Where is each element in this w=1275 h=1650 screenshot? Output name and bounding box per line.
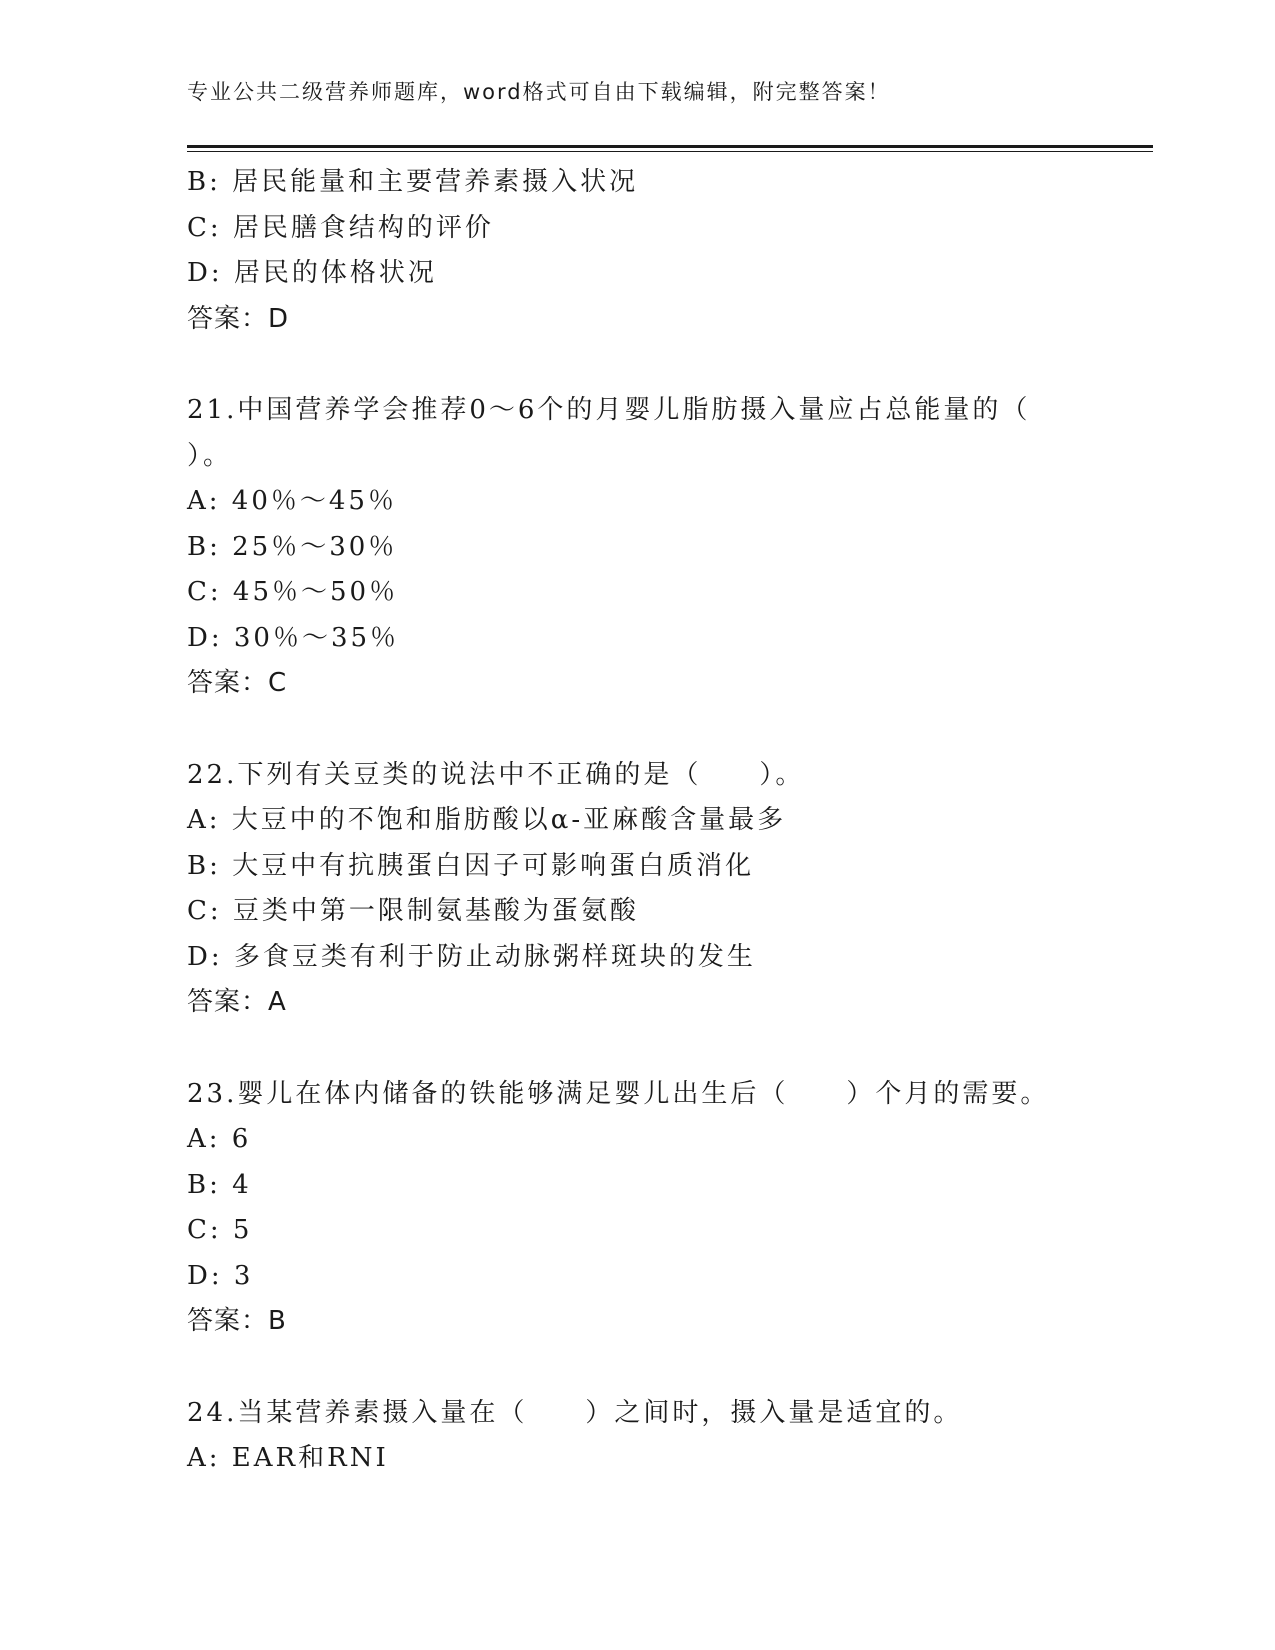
option-d: D: 3 [187,1260,254,1291]
page-header: 专业公共二级营养师题库，word格式可自由下载编辑，附完整答案！ [187,80,891,104]
spacer [187,1026,1153,1072]
question-stem: 23.婴儿在体内储备的铁能够满足婴儿出生后（ ）个月的需要。 [187,1078,1050,1109]
question-stem: 21.中国营养学会推荐0～6个的月婴儿脂肪摄入量应占总能量的（ [187,395,1031,425]
option-b: B: 4 [187,1169,252,1200]
option-c: C: 豆类中第一限制氨基酸为蛋氨酸 [187,896,639,926]
spacer [187,342,1153,388]
question-stem-continued: ）。 [187,440,233,471]
option-a: A: 大豆中的不饱和脂肪酸以α-亚麻酸含量最多 [187,805,787,835]
question-stem: 24.当某营养素摄入量在（ ）之间时，摄入量是适宜的。 [187,1397,963,1428]
option-d: D: 多食豆类有利于防止动脉粥样斑块的发生 [187,941,756,972]
option-b: B: 25％～30％ [187,531,398,562]
spacer [187,1345,1153,1391]
option-a: A: EAR和RNI [187,1443,389,1473]
answer-line: 答案：B [187,1306,287,1336]
document-body [187,160,1153,1482]
question-24 [187,1391,1153,1482]
option-a: A: 40％～45％ [187,486,397,516]
option-c: C: 45％～50％ [187,577,399,607]
question-20-continued [187,160,1153,342]
option-b: B: 居民能量和主要营养素摄入状况 [187,167,639,197]
question-21 [187,388,1153,707]
answer-line: 答案：A [187,987,287,1017]
option-b: B: 大豆中有抗胰蛋白因子可影响蛋白质消化 [187,850,755,881]
question-23 [187,1072,1153,1345]
header-rule-thin [187,151,1153,152]
option-c: C: 5 [187,1215,253,1245]
option-d: D: 30％～35％ [187,622,400,653]
answer-line: 答案：C [187,668,288,698]
option-c: C: 居民膳食结构的评价 [187,212,494,243]
question-22 [187,753,1153,1026]
question-stem: 22.下列有关豆类的说法中不正确的是（ ）。 [187,759,805,790]
option-d: D: 居民的体格状况 [187,258,437,288]
spacer [187,707,1153,753]
option-a: A: 6 [187,1124,252,1154]
answer-line: 答案：D [187,303,290,334]
header-rule-thick [187,145,1153,148]
